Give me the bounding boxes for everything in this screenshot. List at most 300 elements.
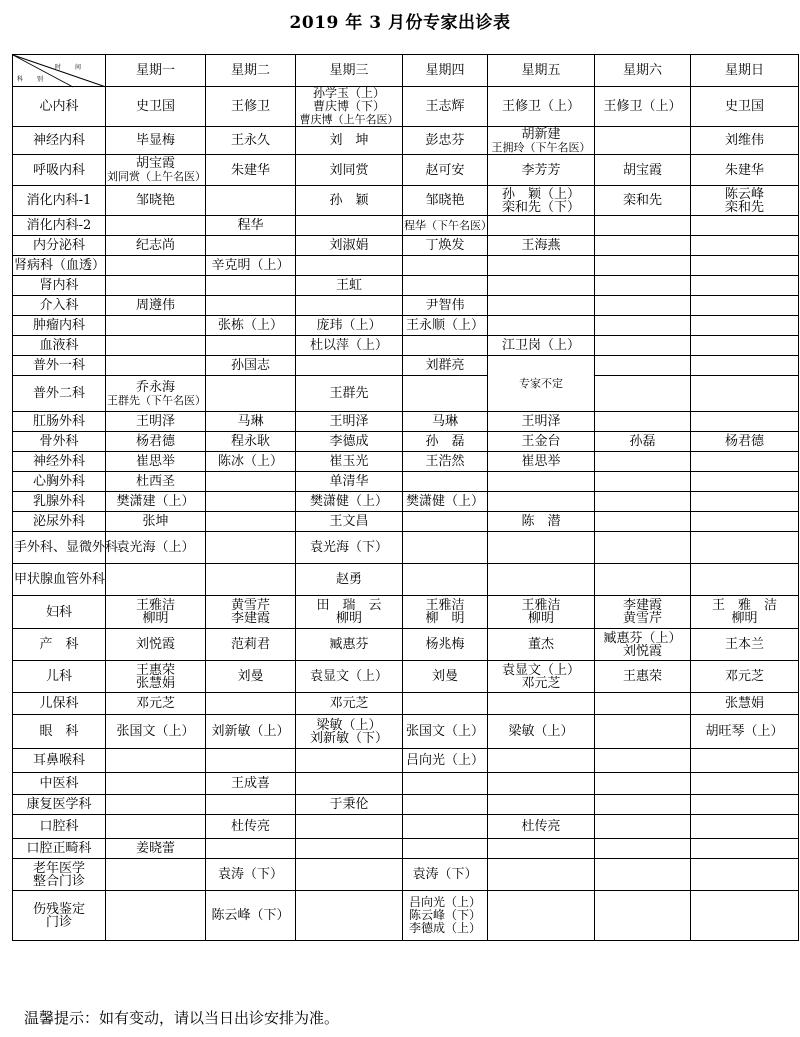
doctor-cell bbox=[296, 532, 403, 564]
doctor-cell bbox=[595, 356, 691, 376]
cell-text-line: 肾内科 bbox=[39, 278, 79, 293]
doctor-cell bbox=[106, 186, 206, 216]
doctor-cell bbox=[691, 795, 799, 815]
cell-text-line: 杜传亮 bbox=[230, 819, 270, 834]
cell-text-line: 孙 磊 bbox=[425, 434, 465, 449]
schedule-row bbox=[13, 276, 799, 296]
cell-text-line: 刘群亮 bbox=[425, 358, 465, 373]
doctor-cell bbox=[206, 815, 296, 839]
doctor-cell bbox=[403, 296, 488, 316]
cell-text-line: 臧惠芬 bbox=[329, 637, 369, 652]
doctor-cell bbox=[595, 815, 691, 839]
doctor-cell bbox=[403, 276, 488, 296]
department-cell bbox=[13, 596, 106, 629]
cell-text-line: 刘维伟 bbox=[724, 133, 764, 148]
doctor-cell bbox=[691, 891, 799, 941]
cell-text-line: 王修卫 bbox=[230, 99, 270, 114]
doctor-cell bbox=[403, 629, 488, 661]
cell-text-line: 王成喜 bbox=[230, 776, 270, 791]
department-cell bbox=[13, 815, 106, 839]
doctor-cell bbox=[206, 629, 296, 661]
doctor-cell bbox=[488, 629, 595, 661]
cell-text-line: 肿瘤内科 bbox=[32, 318, 85, 333]
cell-text-line: 口腔科 bbox=[39, 819, 79, 834]
schedule-row bbox=[13, 236, 799, 256]
doctor-cell bbox=[595, 564, 691, 596]
doctor-cell bbox=[403, 186, 488, 216]
cell-text-line: 耳鼻喉科 bbox=[32, 753, 85, 768]
doctor-cell bbox=[691, 749, 799, 773]
doctor-cell bbox=[595, 472, 691, 492]
cell-text-line: 袁光海（上） bbox=[116, 540, 195, 555]
schedule-row bbox=[13, 376, 799, 412]
doctor-cell bbox=[488, 216, 595, 236]
doctor-cell bbox=[296, 452, 403, 472]
doctor-cell bbox=[488, 891, 595, 941]
cell-text-line: 普外二科 bbox=[32, 386, 85, 401]
department-cell bbox=[13, 356, 106, 376]
schedule-row bbox=[13, 564, 799, 596]
cell-text-line: 范莉君 bbox=[230, 637, 270, 652]
doctor-cell bbox=[595, 452, 691, 472]
cell-text-line: 崔玉光 bbox=[329, 454, 369, 469]
doctor-cell bbox=[691, 236, 799, 256]
doctor-cell bbox=[206, 356, 296, 376]
doctor-cell bbox=[488, 661, 595, 693]
corner-label: 间 bbox=[75, 64, 82, 71]
doctor-cell bbox=[488, 155, 595, 186]
department-cell bbox=[13, 316, 106, 336]
schedule-row bbox=[13, 859, 799, 891]
doctor-cell bbox=[296, 715, 403, 749]
doctor-cell bbox=[106, 216, 206, 236]
doctor-cell bbox=[206, 512, 296, 532]
doctor-cell bbox=[296, 296, 403, 316]
doctor-cell bbox=[595, 276, 691, 296]
doctor-cell bbox=[691, 356, 799, 376]
schedule-row bbox=[13, 216, 799, 236]
doctor-cell bbox=[106, 256, 206, 276]
doctor-cell bbox=[595, 316, 691, 336]
cell-text-line: 杜西圣 bbox=[135, 474, 175, 489]
schedule-row bbox=[13, 412, 799, 432]
cell-text-line: 刘同赏（上午名医） bbox=[107, 170, 206, 183]
doctor-cell bbox=[206, 452, 296, 472]
cell-text-line: 杨君德 bbox=[724, 434, 764, 449]
day-header: 星期四 bbox=[403, 55, 488, 87]
cell-text-line: 王 雅 洁 bbox=[711, 598, 777, 613]
department-cell bbox=[13, 472, 106, 492]
department-cell bbox=[13, 773, 106, 795]
cell-text-line: 肛肠外科 bbox=[32, 414, 85, 429]
cell-text-line: 柳明 bbox=[731, 611, 758, 626]
cell-text-line: 骨外科 bbox=[39, 434, 79, 449]
doctor-cell bbox=[488, 839, 595, 859]
cell-text-line: 臧惠芬（上） bbox=[603, 630, 682, 646]
doctor-cell bbox=[106, 859, 206, 891]
cell-text-line: 邓元芝 bbox=[521, 675, 561, 691]
doctor-cell bbox=[296, 356, 403, 376]
cell-text-line: 辛克明（上） bbox=[211, 258, 290, 273]
doctor-cell bbox=[488, 773, 595, 795]
doctor-cell bbox=[206, 296, 296, 316]
department-cell bbox=[13, 276, 106, 296]
schedule-row bbox=[13, 815, 799, 839]
department-cell bbox=[13, 256, 106, 276]
doctor-cell bbox=[691, 492, 799, 512]
doctor-cell bbox=[206, 336, 296, 356]
doctor-cell bbox=[296, 432, 403, 452]
schedule-row bbox=[13, 432, 799, 452]
doctor-cell bbox=[206, 376, 296, 412]
doctor-cell bbox=[106, 296, 206, 316]
doctor-cell bbox=[206, 661, 296, 693]
doctor-cell bbox=[403, 749, 488, 773]
doctor-cell bbox=[691, 512, 799, 532]
doctor-cell bbox=[691, 336, 799, 356]
doctor-cell bbox=[403, 661, 488, 693]
doctor-cell bbox=[106, 412, 206, 432]
doctor-cell bbox=[106, 236, 206, 256]
cell-text-line: 崔思举 bbox=[135, 454, 175, 469]
schedule-row bbox=[13, 773, 799, 795]
cell-text-line: 王修卫（上） bbox=[501, 99, 580, 114]
day-header: 星期二 bbox=[206, 55, 296, 87]
doctor-cell bbox=[595, 127, 691, 155]
doctor-cell bbox=[488, 532, 595, 564]
cell-text-line: 王志辉 bbox=[425, 99, 465, 114]
cell-text-line: 刘淑娟 bbox=[329, 238, 369, 253]
cell-text-line: 胡宝霞 bbox=[622, 162, 662, 178]
cell-text-line: 邓元芝 bbox=[724, 669, 764, 684]
doctor-cell bbox=[206, 795, 296, 815]
cell-text-line: 王惠荣 bbox=[135, 662, 175, 678]
doctor-cell bbox=[206, 596, 296, 629]
doctor-cell bbox=[206, 715, 296, 749]
doctor-cell bbox=[691, 859, 799, 891]
cell-text-line: 樊潇健（上） bbox=[309, 494, 388, 509]
doctor-cell bbox=[595, 795, 691, 815]
cell-text-line: 普外一科 bbox=[32, 358, 85, 373]
doctor-cell bbox=[488, 715, 595, 749]
doctor-cell bbox=[403, 452, 488, 472]
cell-text-line: 王雅洁 bbox=[135, 598, 175, 613]
department-cell bbox=[13, 155, 106, 186]
doctor-cell bbox=[595, 693, 691, 715]
cell-text-line: 王明泽 bbox=[521, 414, 561, 429]
doctor-cell bbox=[595, 296, 691, 316]
doctor-cell bbox=[106, 693, 206, 715]
doctor-cell bbox=[488, 336, 595, 356]
doctor-cell bbox=[403, 773, 488, 795]
cell-text-line: 王永久 bbox=[230, 133, 270, 148]
doctor-cell bbox=[106, 155, 206, 186]
doctor-cell bbox=[488, 256, 595, 276]
doctor-cell bbox=[106, 127, 206, 155]
doctor-cell bbox=[595, 492, 691, 512]
department-cell bbox=[13, 186, 106, 216]
department-cell bbox=[13, 839, 106, 859]
doctor-cell bbox=[106, 596, 206, 629]
cell-text-line: 陈 潜 bbox=[521, 514, 561, 529]
cell-text-line: 王群先（下午名医） bbox=[107, 393, 206, 407]
doctor-cell bbox=[595, 186, 691, 216]
cell-text-line: 心内科 bbox=[39, 99, 79, 114]
cell-text-line: 王明泽 bbox=[329, 414, 369, 429]
cell-text-line: 史卫国 bbox=[135, 99, 175, 114]
doctor-cell bbox=[595, 596, 691, 629]
cell-text-line: 乳腺外科 bbox=[32, 494, 85, 509]
doctor-cell bbox=[206, 564, 296, 596]
cell-text-line: 王虹 bbox=[335, 278, 362, 293]
cell-text-line: 口腔正畸科 bbox=[26, 841, 92, 856]
cell-text-line: 曹庆博（下） bbox=[312, 99, 385, 113]
doctor-cell bbox=[296, 839, 403, 859]
doctor-cell bbox=[403, 815, 488, 839]
doctor-cell bbox=[403, 216, 492, 236]
schedule-row bbox=[13, 512, 799, 532]
doctor-cell bbox=[106, 715, 206, 749]
doctor-cell bbox=[403, 155, 488, 186]
schedule-row bbox=[13, 492, 799, 512]
cell-text-line: 江卫岗（上） bbox=[501, 338, 580, 353]
doctor-cell bbox=[691, 839, 799, 859]
doctor-cell bbox=[595, 891, 691, 941]
cell-text-line: 孙学玉（上） bbox=[312, 86, 385, 100]
cell-text-line: 袁显文（上） bbox=[309, 669, 388, 684]
doctor-cell bbox=[691, 316, 799, 336]
cell-text-line: 邹晓艳 bbox=[425, 193, 465, 208]
cell-text-line: 邓元芝 bbox=[135, 696, 175, 711]
doctor-cell bbox=[691, 296, 799, 316]
doctor-cell bbox=[296, 236, 403, 256]
doctor-cell bbox=[488, 795, 595, 815]
cell-text-line: 梁敏（上） bbox=[508, 724, 574, 739]
doctor-cell bbox=[106, 376, 206, 412]
schedule-row bbox=[13, 155, 799, 186]
doctor-cell bbox=[691, 256, 799, 276]
doctor-cell bbox=[403, 693, 488, 715]
doctor-cell bbox=[403, 512, 488, 532]
doctor-cell bbox=[106, 276, 206, 296]
doctor-cell bbox=[691, 216, 799, 236]
cell-text-line: 吕向光（上） bbox=[408, 895, 481, 909]
department-cell bbox=[13, 236, 106, 256]
corner-label: 科 bbox=[17, 76, 24, 83]
cell-text-line: 史卫国 bbox=[724, 99, 764, 114]
schedule-row bbox=[13, 127, 799, 155]
cell-text-line: 刘同赏 bbox=[329, 162, 369, 178]
doctor-cell bbox=[296, 795, 403, 815]
cell-text-line: 血液科 bbox=[39, 338, 79, 353]
doctor-cell bbox=[488, 296, 595, 316]
doctor-cell bbox=[403, 87, 488, 127]
doctor-cell bbox=[595, 236, 691, 256]
day-header: 星期三 bbox=[296, 55, 403, 87]
doctor-cell bbox=[488, 412, 595, 432]
day-header: 星期六 bbox=[595, 55, 691, 87]
doctor-cell bbox=[488, 859, 595, 891]
doctor-cell bbox=[206, 216, 296, 236]
doctor-cell bbox=[488, 276, 595, 296]
cell-text-line: 马琳 bbox=[431, 414, 458, 429]
schedule-row bbox=[13, 256, 799, 276]
cell-text-line: 丁焕发 bbox=[425, 238, 465, 253]
cell-text-line: 尹智伟 bbox=[425, 298, 465, 313]
diagonal-lines bbox=[13, 55, 106, 87]
doctor-cell bbox=[488, 693, 595, 715]
cell-text-line: 王群先 bbox=[329, 386, 369, 401]
schedule-table bbox=[12, 54, 799, 941]
doctor-cell bbox=[403, 336, 488, 356]
doctor-cell bbox=[691, 412, 799, 432]
doctor-cell bbox=[595, 87, 691, 127]
cell-text-line: 邹晓艳 bbox=[135, 193, 175, 208]
header-row bbox=[13, 55, 799, 87]
cell-text-line: 老年医学 bbox=[32, 860, 85, 876]
doctor-cell bbox=[296, 256, 403, 276]
cell-text-line: 陈云峰 bbox=[724, 186, 764, 202]
cell-text-line: 樊潇健（上） bbox=[405, 494, 484, 509]
cell-text-line: 刘曼 bbox=[237, 669, 264, 684]
doctor-cell bbox=[206, 891, 296, 941]
doctor-cell bbox=[488, 186, 595, 216]
day-header: 星期五 bbox=[488, 55, 595, 87]
cell-text-line: 田 瑞 云 bbox=[316, 598, 382, 613]
department-cell bbox=[13, 693, 106, 715]
doctor-cell bbox=[106, 532, 206, 564]
doctor-cell bbox=[595, 749, 691, 773]
doctor-cell bbox=[403, 839, 488, 859]
doctor-cell bbox=[691, 815, 799, 839]
doctor-cell bbox=[488, 452, 595, 472]
doctor-cell bbox=[691, 276, 799, 296]
doctor-cell bbox=[691, 532, 799, 564]
cell-text-line: 吕向光（上） bbox=[405, 753, 484, 768]
doctor-cell bbox=[206, 472, 296, 492]
doctor-cell bbox=[206, 773, 296, 795]
doctor-cell bbox=[488, 492, 595, 512]
cell-text-line: 朱建华 bbox=[230, 162, 270, 178]
department-cell bbox=[13, 564, 106, 596]
cell-text-line: 王本兰 bbox=[724, 637, 764, 652]
cell-text-line: 孙 颖（上） bbox=[501, 186, 580, 202]
cell-text-line: 整合门诊 bbox=[32, 873, 85, 889]
cell-text-line: 妇科 bbox=[45, 604, 72, 620]
doctor-cell bbox=[296, 749, 403, 773]
doctor-cell bbox=[403, 432, 488, 452]
cell-text-line: 王修卫（上） bbox=[603, 99, 682, 114]
doctor-cell bbox=[296, 596, 403, 629]
merged-note-cell: 专家不定 bbox=[488, 356, 595, 412]
doctor-cell bbox=[488, 472, 595, 492]
doctor-cell bbox=[106, 661, 206, 693]
doctor-cell bbox=[206, 412, 296, 432]
cell-text-line: 康复医学科 bbox=[26, 797, 92, 812]
cell-text-line: 陈云峰（下） bbox=[211, 908, 290, 923]
schedule-row bbox=[13, 891, 799, 941]
doctor-cell bbox=[595, 773, 691, 795]
cell-text-line: 袁涛（下） bbox=[412, 867, 478, 882]
doctor-cell bbox=[206, 316, 296, 336]
cell-text-line: 朱建华 bbox=[724, 162, 764, 178]
schedule-row bbox=[13, 316, 799, 336]
cell-text-line: 消化内科-1 bbox=[26, 193, 92, 208]
cell-text-line: 庞玮（上） bbox=[316, 318, 382, 333]
doctor-cell bbox=[296, 859, 403, 891]
doctor-cell bbox=[403, 376, 488, 412]
doctor-cell bbox=[296, 891, 403, 941]
doctor-cell bbox=[691, 155, 799, 186]
cell-text-line: 甲状腺血管外科 bbox=[14, 572, 106, 587]
doctor-cell bbox=[403, 715, 488, 749]
cell-text-line: 儿科 bbox=[45, 669, 72, 684]
doctor-cell bbox=[691, 773, 799, 795]
cell-text-line: 王雅洁 bbox=[425, 598, 465, 613]
cell-text-line: 胡旺琴（上） bbox=[705, 724, 784, 739]
cell-text-line: 袁涛（下） bbox=[217, 867, 283, 882]
cell-text-line: 彭忠芬 bbox=[425, 133, 465, 148]
cell-text-line: 周遵伟 bbox=[135, 298, 175, 313]
doctor-cell bbox=[296, 773, 403, 795]
doctor-cell bbox=[595, 412, 691, 432]
cell-text-line: 王海燕 bbox=[521, 238, 561, 253]
doctor-cell bbox=[206, 492, 296, 512]
doctor-cell bbox=[106, 839, 206, 859]
schedule-row bbox=[13, 795, 799, 815]
cell-text-line: 赵勇 bbox=[335, 572, 362, 587]
schedule-row bbox=[13, 472, 799, 492]
doctor-cell bbox=[488, 316, 595, 336]
doctor-cell bbox=[691, 432, 799, 452]
cell-text-line: 袁显文（上） bbox=[501, 662, 580, 678]
cell-text-line: 张国文（上） bbox=[405, 724, 484, 739]
department-cell bbox=[13, 412, 106, 432]
cell-text-line: 王文昌 bbox=[329, 514, 369, 529]
doctor-cell bbox=[595, 629, 691, 661]
schedule-row bbox=[13, 661, 799, 693]
schedule-row bbox=[13, 532, 799, 564]
cell-text-line: 崔思举 bbox=[521, 454, 561, 469]
doctor-cell bbox=[296, 186, 403, 216]
cell-text-line: 黄雪芹 bbox=[230, 598, 270, 613]
department-cell bbox=[13, 715, 106, 749]
cell-text-line: 马琳 bbox=[237, 414, 264, 429]
doctor-cell bbox=[488, 512, 595, 532]
doctor-cell bbox=[106, 356, 206, 376]
doctor-cell bbox=[691, 629, 799, 661]
schedule-row bbox=[13, 749, 799, 773]
doctor-cell bbox=[691, 564, 799, 596]
department-cell bbox=[13, 127, 106, 155]
doctor-cell bbox=[106, 336, 206, 356]
doctor-cell bbox=[691, 127, 799, 155]
doctor-cell bbox=[106, 629, 206, 661]
doctor-cell bbox=[691, 472, 799, 492]
department-cell bbox=[13, 376, 106, 412]
cell-text-line: 眼 科 bbox=[39, 724, 79, 739]
doctor-cell bbox=[296, 376, 403, 412]
department-cell bbox=[13, 296, 106, 316]
schedule-row bbox=[13, 715, 799, 749]
cell-text-line: 刘 坤 bbox=[329, 133, 369, 148]
cell-text-line: 杜以萍（上） bbox=[309, 338, 388, 353]
cell-text-line: 王永顺（上） bbox=[405, 318, 484, 333]
doctor-cell bbox=[595, 715, 691, 749]
doctor-cell bbox=[106, 452, 206, 472]
doctor-cell bbox=[206, 532, 296, 564]
doctor-cell bbox=[595, 256, 691, 276]
